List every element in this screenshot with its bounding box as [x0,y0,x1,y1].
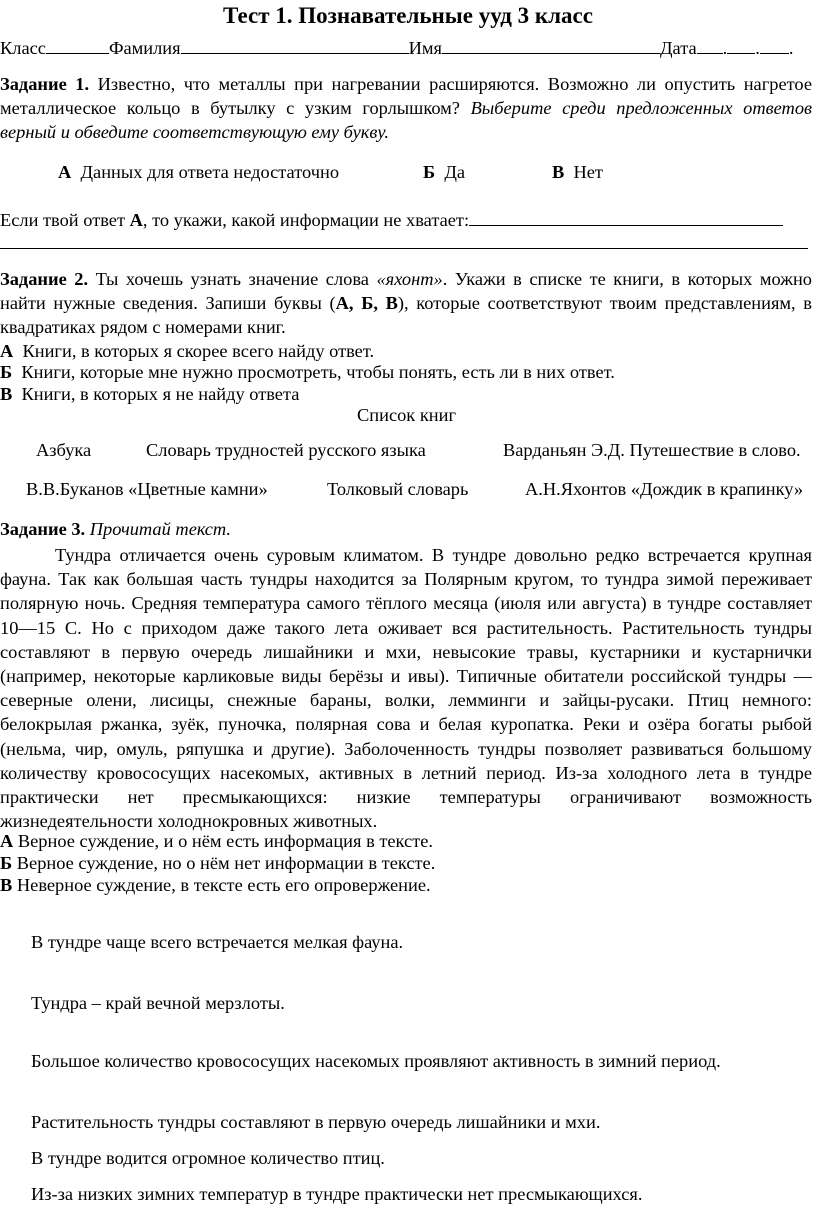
legend-c [0,875,431,896]
name-field[interactable] [442,36,660,54]
legend-text: Верное суждение, и о нём есть информация в тексте. [13,831,433,851]
task3-label: Задание 3. [0,519,86,539]
category-letter: Б [0,362,13,382]
date-separator: . [755,38,760,58]
date-label: Дата [659,38,697,58]
option-letter: В [552,162,565,182]
task2-word: «яхонт» [376,269,443,289]
category-letter: В [0,384,13,404]
task2-label: Задание 2. [0,269,89,289]
book-item: А.Н.Яхонтов «Дождик в крапинку» [525,479,804,499]
option-text: Да [444,162,466,182]
category-text: Книги, в которых я скорее всего найду ответ. [22,341,375,361]
task3-heading [0,519,231,540]
answer-line[interactable] [0,248,808,249]
task1-question: Известно, что металлы при нагревании расширяются. Возможно ли опустить нагретое металлическое кольцо в бутылку с узким горлышком? [0,74,812,119]
statement-5: В тундре водится огромное количество птиц. [31,1148,385,1168]
date-separator: . [722,38,728,58]
followup-suffix: , то укажи, какой информации не хватает: [142,210,470,230]
category-text: Книги, которые мне нужно просмотреть, чтобы понять, есть ли в них ответ. [21,362,615,382]
task1-followup [0,208,783,231]
task2-text-c: ), которые соответствуют твоим представлениям, в квадратиках рядом с номерами книг. [0,293,812,338]
option-text: Нет [573,162,603,182]
task2-category-c [0,384,299,405]
date-day-field[interactable] [697,36,723,54]
task1-option-c[interactable] [552,162,603,183]
date-separator: . [788,38,794,58]
statement-6: Из-за низких зимних температур в тундре практически нет пресмыкающихся. [31,1184,643,1204]
category-letter: А [0,341,14,361]
task2-text-a: Ты хочешь узнать значение слова [88,269,377,289]
legend-letter: Б [0,853,13,873]
book-item: Варданьян Э.Д. Путешествие в слово. [503,440,801,460]
surname-field[interactable] [181,36,409,54]
book-item: Толковый словарь [327,479,469,499]
followup-letter: А [129,210,143,230]
task1-option-b[interactable] [423,162,465,183]
task2-text-b: . Укажи в списке те книги, в которых можно найти нужные сведения. Запиши буквы ( [0,269,812,314]
statement-4: Растительность тундры составляют в первую очередь лишайники и мхи. [31,1112,601,1132]
task1-label: Задание 1. [0,74,90,94]
class-label: Класс [0,38,46,58]
task2-category-b [0,362,615,383]
statement-2: Тундра – край вечной мерзлоты. [31,993,285,1013]
legend-b [0,853,435,874]
book-item: Словарь трудностей русского языка [146,440,426,460]
category-text: Книги, в которых я не найду ответа [21,384,300,404]
statement-1: В тундре чаще всего встречается мелкая фауна. [31,932,404,952]
option-text: Данных для ответа недостаточно [80,162,340,182]
legend-letter: А [0,831,14,851]
task2-text [0,267,812,340]
legend-text: Верное суждение, но о нём нет информации в тексте. [12,853,436,873]
task3-paragraph: Тундра отличается очень суровым климатом. В тундре довольно редко встречается крупная фауна. Так как большая часть тундры находится за Полярным кругом, то тундра зимой переживает полярную ночь. Средняя температура самого тёплого месяца (июля или августа) в тундре составляет 10—15 С. Но с приходом даже такого лета оживает вся растительность. Растительность тундры составляют в первую очередь лишайники и мхи, невысокие травы, кустарники и кустарнички (например, некоторые карликовые виды берёзы и ивы). Типичные обитатели российской тундры — северные олени, лисицы, снежные бараны, волки, лемминги и зайцы-русаки. Птиц немного: белокрылая ржанка, зуёк, пуночка, полярная сова и белая куропатка. Реки и озёра богаты рыбой (нельма, чир, омуль, ряпушка и другие). Заболоченность тундры позволяет развиваться большому количеству кровососущих насекомых, активных в летний период. Из-за холодного лета в тундре практически нет пресмыкающихся: низкие температуры ограничивают возможность жизнедеятельности холоднокровных животных. [0,545,812,832]
task1-option-a[interactable] [58,162,339,183]
surname-label: Фамилия [108,38,181,58]
option-letter: А [58,162,72,182]
legend-text: Неверное суждение, в тексте есть его опровержение. [12,875,431,895]
book-item: В.В.Буканов «Цветные камни» [26,479,268,499]
legend-a [0,831,433,852]
legend-letter: В [0,875,13,895]
name-label: Имя [408,38,442,58]
task2-letters: А, Б, В [335,293,398,314]
class-field[interactable] [46,36,109,54]
task1-instruction: Выберите среди предложенных ответов верный и обведите соответствующую ему букву. [0,98,812,143]
task3-instruction: Прочитай текст. [85,519,232,539]
option-letter: Б [423,162,436,182]
task2-category-a [0,341,374,362]
followup-answer-field[interactable] [469,208,783,226]
book-item: Азбука [36,440,92,460]
date-month-field[interactable] [727,36,755,54]
statement-3: Большое количество кровососущих насекомых проявляют активность в зимний период. [31,1051,721,1071]
book-list-title: Список книг [357,405,457,425]
date-year-field[interactable] [760,36,789,54]
page-title: Тест 1. Познавательные ууд 3 класс [223,3,593,28]
task1-text [0,72,812,145]
header-fields [0,36,793,59]
followup-prefix: Если твой ответ [0,210,130,230]
